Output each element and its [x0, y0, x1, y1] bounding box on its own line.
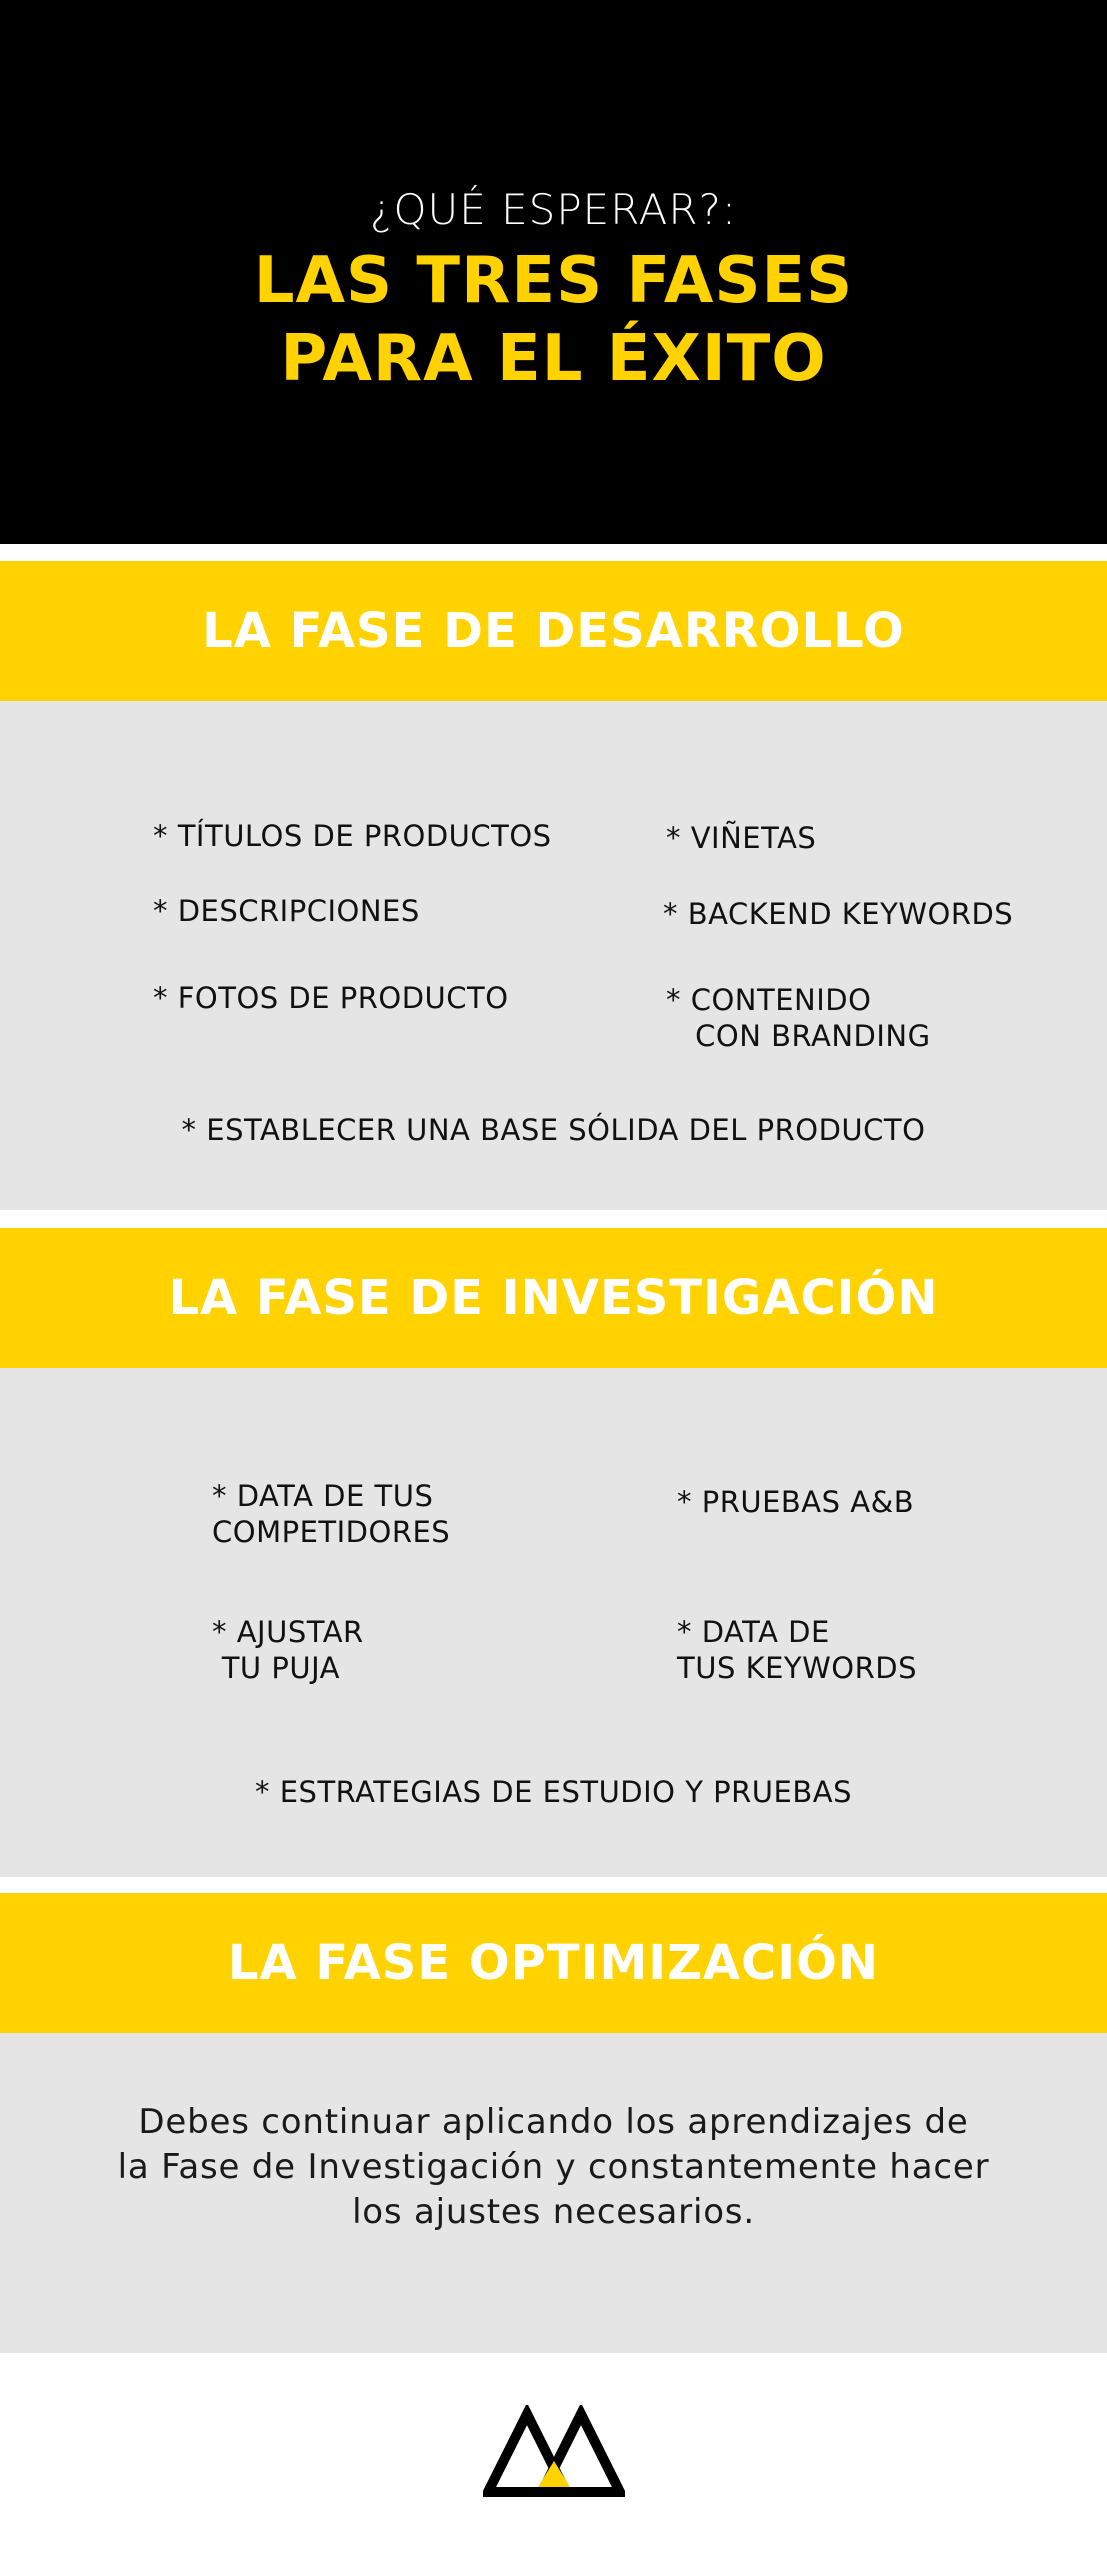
list-item: * TÍTULOS DE PRODUCTOS [153, 819, 552, 853]
text-line: Debes continuar aplicando los aprendizajes de [138, 2102, 969, 2142]
section-desarrollo-title: LA FASE DE DESARROLLO [202, 603, 905, 659]
header-subtitle: ¿QUÉ ESPERAR?: [369, 185, 738, 234]
text-line: los ajustes necesarios. [352, 2192, 755, 2232]
section-desarrollo-bar [0, 561, 1107, 701]
section-optimizacion-bar [0, 1893, 1107, 2033]
section-desarrollo-summary: * ESTABLECER UNA BASE SÓLIDA DEL PRODUCTO [181, 1113, 926, 1147]
list-item: * DATA DE TUS KEYWORDS [677, 1615, 918, 1685]
list-item: * PRUEBAS A&B [677, 1485, 915, 1519]
text-line: la Fase de Investigación y constantemente hacer [117, 2147, 990, 2187]
section-optimizacion-title: LA FASE OPTIMIZACIÓN [227, 1935, 880, 1991]
list-item: * FOTOS DE PRODUCTO [153, 981, 509, 1015]
list-item: * AJUSTAR TU PUJA [212, 1615, 364, 1685]
section-optimizacion-text [0, 2100, 1107, 2235]
page-title-line-2: PARA EL ÉXITO [280, 322, 827, 396]
list-item: * CONTENIDO CON BRANDING [666, 983, 931, 1053]
section-investigacion-title: LA FASE DE INVESTIGACIÓN [168, 1270, 939, 1326]
mountain-logo-icon [483, 2405, 625, 2497]
list-item: * DATA DE TUS COMPETIDORES [212, 1479, 451, 1549]
section-investigacion-summary: * ESTRATEGIAS DE ESTUDIO Y PRUEBAS [255, 1775, 852, 1809]
list-item: * BACKEND KEYWORDS [663, 897, 1014, 931]
section-investigacion-bar [0, 1228, 1107, 1368]
list-item: * VIÑETAS [666, 821, 817, 855]
page-title [0, 242, 1107, 398]
list-item: * DESCRIPCIONES [153, 894, 420, 928]
page-title-line-1: LAS TRES FASES [253, 244, 854, 318]
